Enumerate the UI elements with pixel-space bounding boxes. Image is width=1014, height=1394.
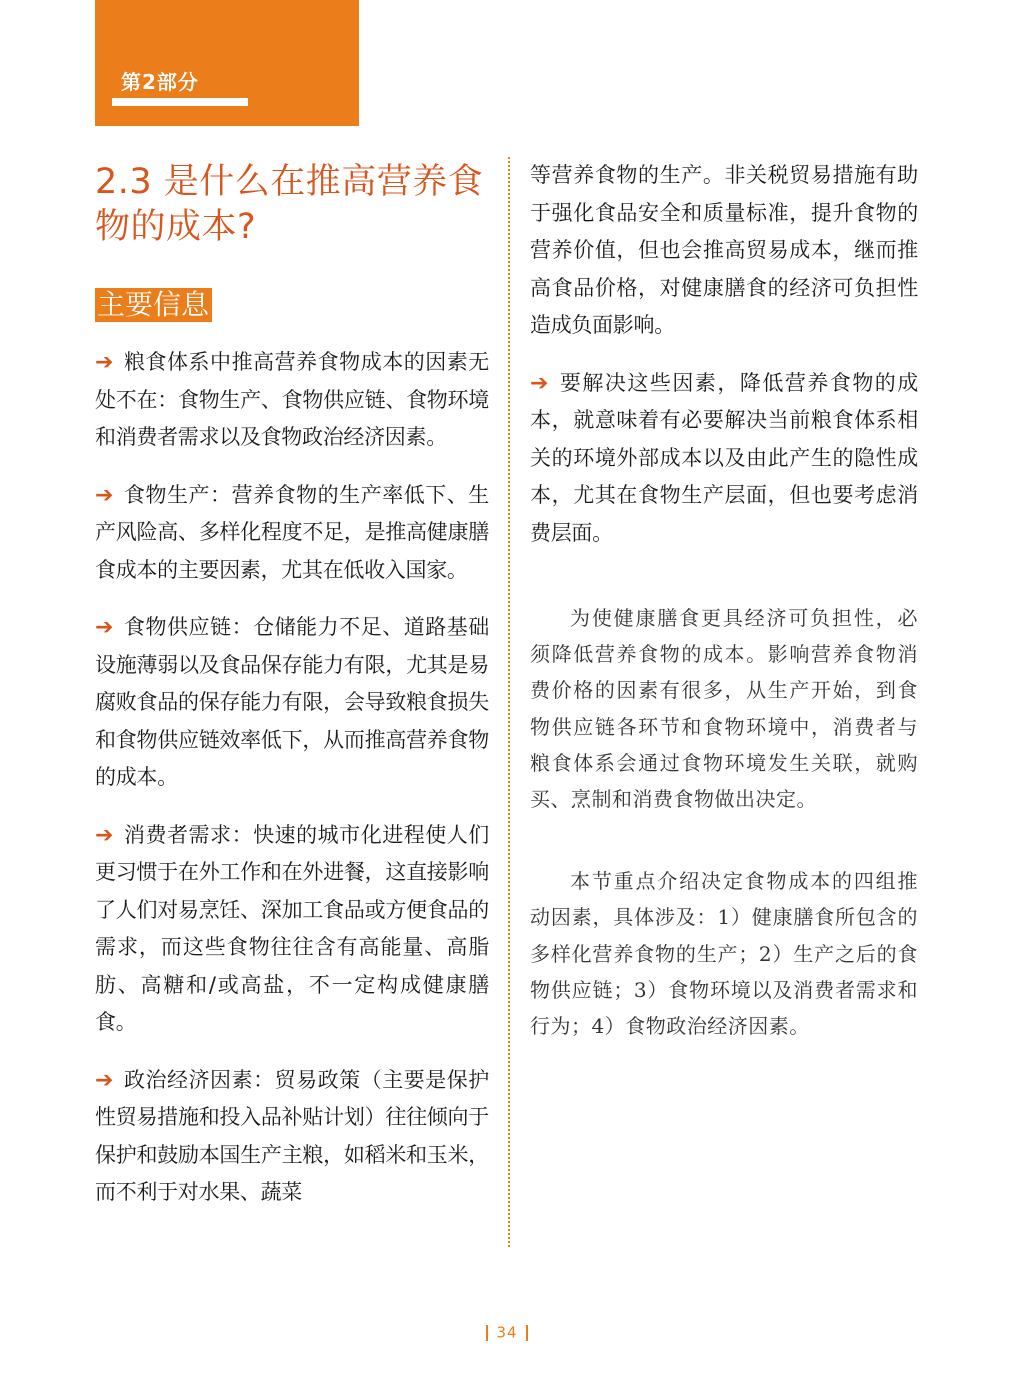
arrow-right-icon: ➔ [95,350,114,375]
column-divider [508,157,510,1247]
key-message-text: 消费者需求：快速的城市化进程使人们更习惯于在外工作和在外进餐，这直接影响了人们对易烹饪、深加工食品或方便食品的需求，而这些食物往往含有高能量、高脂肪、高糖和/或高盐，不一定构成健康膳食。 [95,822,489,1034]
footer-bar-left [486,1325,488,1341]
body-paragraph-1: 为使健康膳食更具经济可负担性，必须降低营养食物的成本。影响营养食物消费价格的因素有很多，从生产开始，到食物供应链各环节和食物环境中，消费者与粮食体系会通过食物环境发生关联，就购买、烹制和消费食物做出决定。 [530,606,918,812]
key-message-4 [95,817,489,1042]
body-paragraph-2: 本节重点介绍决定食物成本的四组推动因素，具体涉及：1）健康膳食所包含的多样化营养食物的生产；2）生产之后的食物供应链；3）食物环境以及消费者需求和行为；4）食物政治经济因素。 [530,869,918,1039]
arrow-right-icon: ➔ [95,1067,114,1093]
arrow-right-icon: ➔ [95,822,114,848]
key-message-5-continued: 等营养食物的生产。非关税贸易措施有助于强化食品安全和质量标准，提升食物的营养价值，但也会推高贸易成本，继而推高食品价格，对健康膳食的经济可负担性造成负面影响。 [530,163,918,337]
key-message-text: 食物供应链：仓储能力不足、道路基础设施薄弱以及食品保存能力有限，尤其是易腐败食品的保存能力有限，会导致粮食损失和食物供应链效率低下，从而推高营养食物的成本。 [95,615,489,789]
left-column [95,160,489,1212]
key-message-text: 要解决这些因素，降低营养食物的成本，就意味着有必要解决当前粮食体系相关的环境外部成本以及由此产生的隐性成本，尤其在食物生产层面，但也要考虑消费层面。 [530,370,918,545]
right-column [530,157,918,1044]
key-message-text: 粮食体系中推高营养食物成本的因素无处不在：食物生产、食物供应链、食物环境和消费者需求以及食物政治经济因素。 [95,350,489,449]
key-message-5 [95,1062,489,1212]
key-messages-label: 主要信息 [95,288,212,322]
key-message-6 [530,365,918,553]
page-footer [0,1322,1014,1343]
footer-bar-right [526,1325,528,1341]
arrow-right-icon: ➔ [530,370,549,396]
section-label: 第2部分 [121,70,199,94]
page-number: 34 [496,1323,518,1342]
section-underline [112,98,248,106]
key-message-text: 食物生产：营养食物的生产率低下、生产风险高、多样化程度不足，是推高健康膳食成本的主要因素，尤其在低收入国家。 [95,482,489,582]
key-message-3 [95,609,489,797]
arrow-right-icon: ➔ [95,482,114,508]
key-message-1 [95,344,489,457]
section-heading: 2.3 是什么在推高营养食物的成本? [95,162,484,247]
key-message-2 [95,477,489,590]
section-tab [95,0,359,126]
arrow-right-icon: ➔ [95,615,114,640]
key-message-text: 政治经济因素：贸易政策（主要是保护性贸易措施和投入品补贴计划）往往倾向于保护和鼓励本国生产主粮，如稻米和玉米，而不利于对水果、蔬菜 [95,1067,489,1204]
